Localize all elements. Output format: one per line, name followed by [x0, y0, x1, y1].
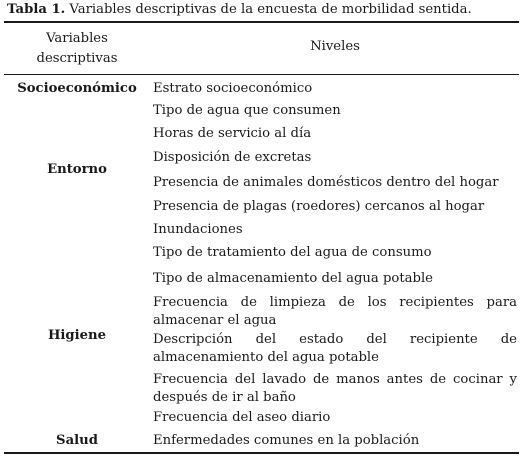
level-item: Tipo de agua que consumen — [153, 103, 341, 118]
level-item: Frecuencia de limpieza de los recipientes para almacenar el agua — [153, 295, 517, 328]
level-item: Presencia de plagas (roedores) cercanos al hogar — [153, 199, 485, 214]
group-socioeconomico: Socioeconómico — [17, 81, 137, 96]
level-item: Descripción del estado del recipiente de almacenamiento del agua potable — [153, 332, 517, 365]
table-caption-text: Variables descriptivas de la encuesta de morbilidad sentida. — [65, 2, 472, 17]
level-item: Frecuencia del aseo diario — [153, 410, 331, 425]
bottom-rule — [4, 452, 519, 454]
level-item: Estrato socioeconómico — [153, 81, 313, 96]
level-item: Horas de servicio al día — [153, 126, 312, 141]
group-higiene: Higiene — [47, 328, 107, 343]
top-rule — [4, 21, 519, 23]
level-item: Enfermedades comunes en la población — [153, 433, 420, 448]
group-salud: Salud — [56, 433, 98, 448]
table-caption — [7, 2, 519, 18]
table-caption-label: Tabla 1. — [7, 2, 66, 17]
group-entorno: Entorno — [47, 162, 107, 177]
header-niveles: Niveles — [310, 39, 360, 54]
level-item: Disposición de excretas — [153, 150, 312, 165]
level-item: Presencia de animales domésticos dentro del hogar — [153, 175, 499, 190]
level-item: Tipo de almacenamiento del agua potable — [153, 271, 433, 286]
header-variables — [10, 29, 144, 69]
level-item: Frecuencia del lavado de manos antes de cocinar y después de ir al baño — [153, 372, 517, 405]
level-item: Inundaciones — [153, 222, 243, 237]
header-variables-line1: Variables — [46, 31, 108, 46]
header-rule — [4, 74, 519, 75]
header-variables-line2: descriptivas — [36, 51, 118, 66]
level-item: Tipo de tratamiento del agua de consumo — [153, 245, 432, 260]
